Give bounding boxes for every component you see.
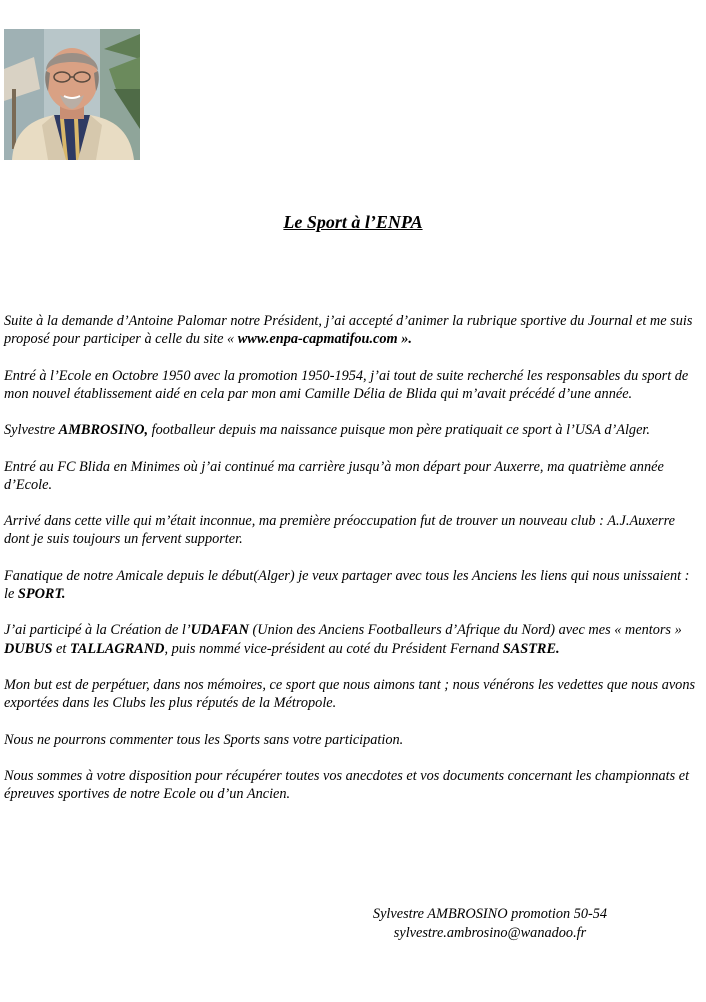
paragraph-1: Suite à la demande d’Antoine Palomar notre Président, j’ai accepté d’animer la rubrique sportive du Journal et me suis proposé pour participer à celle du site « www.enpa-capmatifou.com ».: [4, 313, 693, 348]
paragraph-10: Nous sommes à votre disposition pour récupérer toutes vos anecdotes et vos documents concernant les championnats et épreuves sportives de notre Ecole ou d’un Ancien.: [4, 767, 690, 803]
paragraph-5: Arrivé dans cette ville qui m’était inconnue, ma première préoccupation fut de trouver un nouveau club : A.J.Auxerre dont je suis toujours un fervent supporter.: [4, 513, 675, 548]
paragraph-2: Entré à l’Ecole en Octobre 1950 avec la promotion 1950-1954, j’ai tout de suite recherché les responsables du sport de mon nouvel établissement aidé en cela par mon ami Camille Délia de Blida qui m’avait précédé d’une année.: [4, 367, 689, 402]
site-url-link[interactable]: www.enpa-capmatifou.com: [237, 331, 398, 348]
paragraph-4: Entré au FC Blida en Minimes où j’ai continué ma carrière jusqu’à mon départ pour Auxerre, ma quatrième année d’Ecole.: [4, 458, 664, 493]
paragraph-3: Sylvestre AMBROSINO, footballeur depuis ma naissance puisque mon père pratiquait ce sport à l’USA d’Alger.: [4, 422, 650, 439]
page-title: Le Sport à l’ENPA: [283, 212, 423, 232]
paragraph-7: J’ai participé à la Création de l’UDAFAN (Union des Anciens Footballeurs d’Afrique du Nord) avec mes « mentors » DUBUS et TALLAGRAND, puis nommé vice-président au coté du Président Fernand SASTRE.: [4, 622, 682, 657]
signature-email[interactable]: sylvestre.ambrosino@wanadoo.fr: [393, 924, 587, 941]
paragraph-9: Nous ne pourrons commenter tous les Sports sans votre participation.: [4, 731, 404, 748]
article-body: [4, 312, 698, 822]
author-photo: [4, 29, 140, 160]
signature-name: Sylvestre AMBROSINO promotion 50-54: [372, 906, 608, 922]
paragraph-8: Mon but est de perpétuer, dans nos mémoires, ce sport que nous aimons tant ; nous vénérons les vedettes que nous avons exportées dans les Clubs les plus réputés de la Métropole.: [4, 676, 696, 712]
signature-block: [330, 905, 650, 942]
paragraph-6: Fanatique de notre Amicale depuis le début(Alger) je veux partager avec tous les Anciens les liens qui nous unissaient : le SPORT.: [4, 567, 690, 602]
